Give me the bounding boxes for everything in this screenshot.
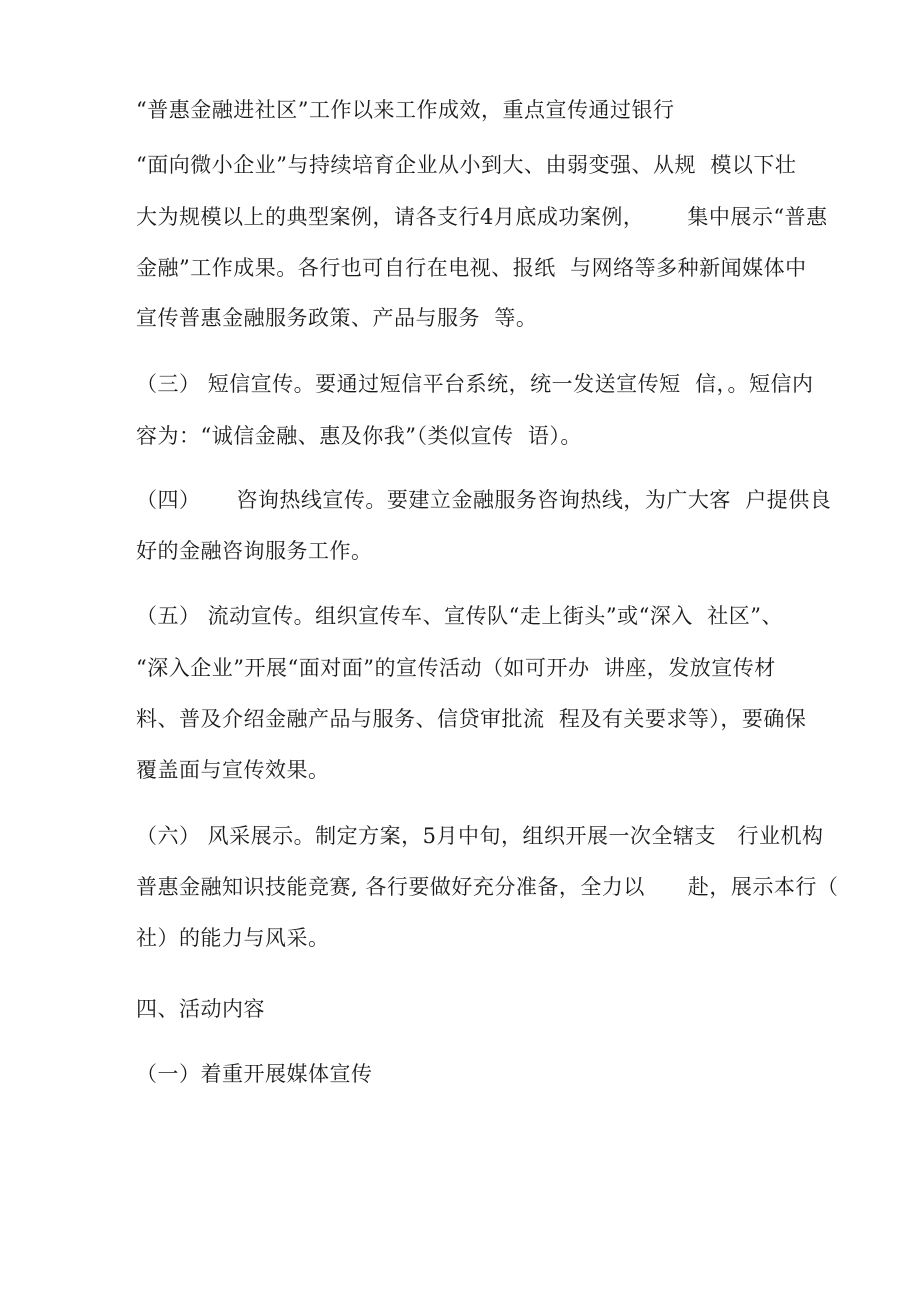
text-line: （六） 风采展示。制定方案，5月中旬，组织开展一次全辖支 行业机构 (136, 824, 824, 848)
text-line: “深入企业”开展“面对面”的宣传活动（如可开办 讲座，发放宣传材 (136, 656, 776, 680)
text-line: （三） 短信宣传。要通过短信平台系统，统一发送宣传短 信，。短信内 (136, 372, 814, 396)
text-line: （四） 咨询热线宣传。要建立金融服务咨询热线，为广大客 户提供良 (136, 488, 832, 512)
text-line: “面向微小企业”与持续培育企业从小到大、由弱变强、从规 模以下壮 (136, 153, 797, 177)
text-line: 大为规模以上的典型案例，请各支行4月底成功案例， 集中展示“普惠 (136, 205, 828, 229)
text-line: 宣传普惠金融服务政策、产品与服务 等。 (136, 306, 538, 330)
text-line: 容为：“诚信金融、惠及你我”（类似宣传 语）。 (136, 424, 582, 448)
text-line: 社）的能力与风采。 (136, 926, 330, 950)
text-line: “普惠金融进社区”工作以来工作成效，重点宣传通过银行 (136, 98, 675, 122)
text-line: 好的金融咨询服务工作。 (136, 539, 373, 563)
text-line: 覆盖面与宣传效果。 (136, 758, 330, 782)
text-line: 普惠金融知识技能竞赛, 各行要做好充分准备，全力以 赴，展示本行（ (136, 875, 839, 899)
subsection-heading: （一）着重开展媒体宣传 (136, 1062, 373, 1086)
text-line: 金融”工作成果。各行也可自行在电视、报纸 与网络等多种新闻媒体中 (136, 256, 807, 280)
text-line: 料、普及介绍金融产品与服务、信贷审批流 程及有关要求等），要确保 (136, 707, 807, 731)
section-heading: 四、活动内容 (136, 997, 265, 1021)
text-line: （五） 流动宣传。组织宣传车、宣传队“走上街头”或“深入 社区”、 (136, 604, 783, 628)
